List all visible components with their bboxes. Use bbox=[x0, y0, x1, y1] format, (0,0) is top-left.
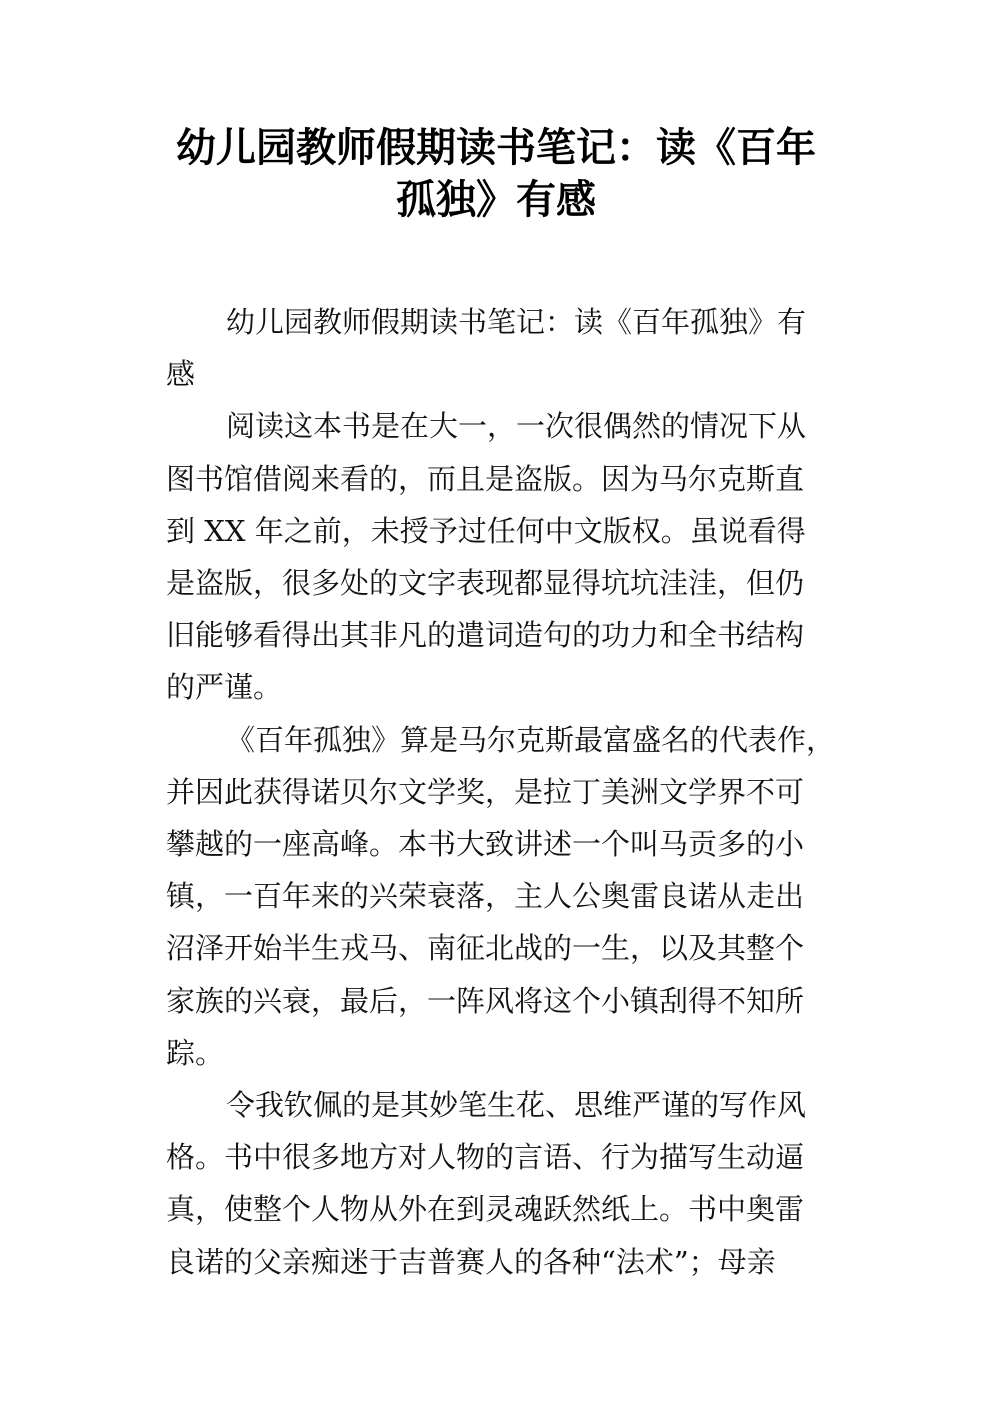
text-line: 踪。 bbox=[166, 1035, 225, 1070]
text-line: 是盗版，很多处的文字表现都显得坑坑洼洼，但仍 bbox=[166, 566, 805, 601]
text-line: 《百年孤独》算是马尔克斯最富盛名的代表作， bbox=[226, 722, 836, 757]
paragraph-writing-style bbox=[166, 1079, 828, 1288]
text-line: 阅读这本书是在大一，一次很偶然的情况下从 bbox=[226, 409, 807, 444]
text-line: 到 XX 年之前，未授予过任何中文版权。虽说看得 bbox=[166, 513, 806, 548]
text-line: 感 bbox=[166, 357, 196, 392]
text-line: 旧能够看得出其非凡的遣词造句的功力和全书结构 bbox=[166, 618, 805, 653]
text-line: 沼泽开始半生戎马、南征北战的一生，以及其整个 bbox=[166, 931, 805, 966]
text-line: 图书馆借阅来看的，而且是盗版。因为马尔克斯直 bbox=[166, 461, 805, 496]
text-line: 镇，一百年来的兴荣衰落，主人公奥雷良诺从走出 bbox=[166, 879, 805, 914]
text-line: 的严谨。 bbox=[166, 670, 283, 705]
title-line: 孤独》有感 bbox=[396, 177, 596, 223]
text-line: 幼儿园教师假期读书笔记：读《百年孤独》有 bbox=[226, 305, 807, 339]
paragraph-subtitle bbox=[166, 296, 828, 400]
title-line: 幼儿园教师假期读书笔记：读《百年 bbox=[176, 125, 816, 171]
text-line: 真，使整个人物从外在到灵魂跃然纸上。书中奥雷 bbox=[166, 1192, 805, 1227]
document-body bbox=[166, 296, 836, 1288]
paragraph-reading-experience bbox=[166, 400, 828, 713]
text-line: 令我钦佩的是其妙笔生花、思维严谨的写作风 bbox=[226, 1088, 807, 1123]
text-line: 并因此获得诺贝尔文学奖，是拉丁美洲文学界不可 bbox=[166, 774, 805, 809]
text-line: 家族的兴衰，最后，一阵风将这个小镇刮得不知所 bbox=[166, 983, 805, 1018]
text-line: 良诺的父亲痴迷于吉普赛人的各种“法术”；母亲 bbox=[166, 1244, 776, 1279]
text-line: 攀越的一座高峰。本书大致讲述一个叫马贡多的小 bbox=[166, 827, 805, 862]
paragraph-book-summary bbox=[166, 714, 836, 1079]
document-title bbox=[166, 122, 826, 226]
text-line: 格。书中很多地方对人物的言语、行为描写生动逼 bbox=[166, 1140, 805, 1175]
